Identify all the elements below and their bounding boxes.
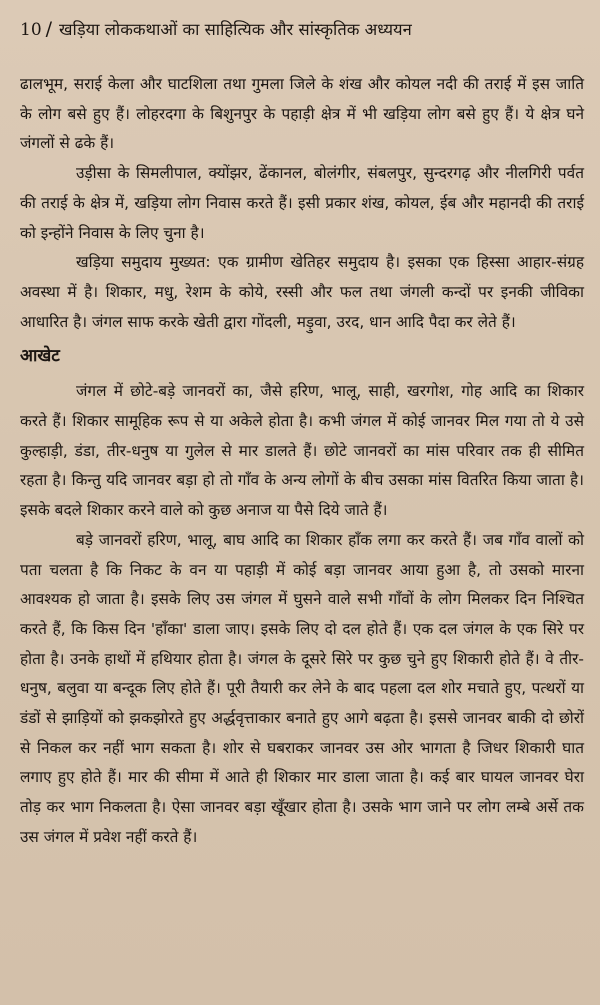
paragraph-odisha-regions: उड़ीसा के सिमलीपाल, क्योंझर, ढेंकानल, बोलंगीर, संबलपुर, सुन्दरगढ़ और नीलगिरी पर्वत की तराई के क्षेत्र में, खड़िया लोग निवास करते हैं। इसी प्रकार शंख, कोयल, ईब और महानदी की तराई को इन्होंने निवास के लिए चुना है।: [20, 164, 584, 242]
paragraph-hunting-large-animals: बड़े जानवरों हरिण, भालू, बाघ आदि का शिकार हाँक लगा कर करते हैं। जब गाँव वालों को पता चलता है कि निकट के वन या पहाड़ी में कोई बड़ा जानवर आया हुआ है, तो उसको मारना आवश्यक हो जाता है। इसके लिए उस जंगल में घुसने वाले सभी गाँवों के लोग मिलकर दिन निश्चित करते हैं, कि किस दिन 'हाँका' डाला जाए। इसके लिए दो दल होते हैं। एक दल जंगल के एक सिरे पर होता है। उनके हाथों में हथियार होता है। जंगल के दूसरे सिरे पर कुछ चुने हुए शिकारी होते हैं। वे तीर-धनुष, बलुवा या बन्दूक लिए होते हैं। पूरी तैयारी कर लेने के बाद पहला दल शोर मचाते हुए, पत्थरों या डंडों से झाड़ियों को झकझोरते हुए अर्द्धवृत्ताकार बनाते हुए आगे बढ़ता है। इससे जानवर बाकी दो छोरों से निकल कर नहीं भाग सकता है। शोर से घबराकर जानवर उस ओर भागता है जिधर शिकारी घात लगाए हुए होते हैं। मार की सीमा में आते ही शिकार मार डाला जाता है। कई बार घायल जानवर घेरा तोड़ कर भाग निकलता है। ऐसा जानवर बड़ा खूँखार होता है। उसके भाग जाने पर लोग लम्बे अर्से तक उस जंगल में प्रवेश नहीं करते हैं।: [20, 530, 584, 846]
paragraph-hunting-small-animals: जंगल में छोटे-बड़े जानवरों का, जैसे हरिण, भालू, साही, खरगोश, गोह आदि का शिकार करते हैं। शिकार सामूहिक रूप से या अकेले होता है। कभी जंगल में कोई जानवर मिल गया तो ये उसे कुल्हाड़ी, डंडा, तीर-धनुष या गुलेल से मार डालते हैं। छोटे जानवरों का मांस परिवार तक ही सीमित रहता है। किन्तु यदि जानवर बड़ा हो तो गाँव के अन्य लोगों के बीच उसका मांस वितरित किया जाता है। इसके बदले शिकार करने वाले को कुछ अनाज या पैसे दिये जाते हैं।: [20, 382, 584, 520]
book-title: खड़िया लोककथाओं का साहित्यिक और सांस्कृतिक अध्ययन: [59, 20, 412, 39]
header-separator: /: [45, 18, 53, 40]
section-heading-hunting: आखेट: [20, 346, 60, 367]
paragraph-livelihood: खड़िया समुदाय मुख्यत: एक ग्रामीण खेतिहर समुदाय है। इसका एक हिस्सा आहार-संग्रह अवस्था में है। शिकार, मधु, रेशम के कोये, रस्सी और फल तथा जंगली कन्दों पर इनकी जीविका आधारित है। जंगल साफ करके खेती द्वारा गोंदली, मड़ुवा, उरद, धान आदि पैदा कर लेते हैं।: [20, 253, 584, 331]
page-number: 10: [20, 20, 42, 40]
running-head: [20, 14, 584, 44]
paragraph-region-location: ढालभूम, सराई केला और घाटशिला तथा गुमला जिले के शंख और कोयल नदी की तराई में इस जाति के लोग बसे हुए हैं। लोहरदगा के बिशुनपुर के पहाड़ी क्षेत्र में भी खड़िया लोग बसे हुए हैं। ये क्षेत्र घने जंगलों से ढके हैं।: [20, 75, 584, 153]
